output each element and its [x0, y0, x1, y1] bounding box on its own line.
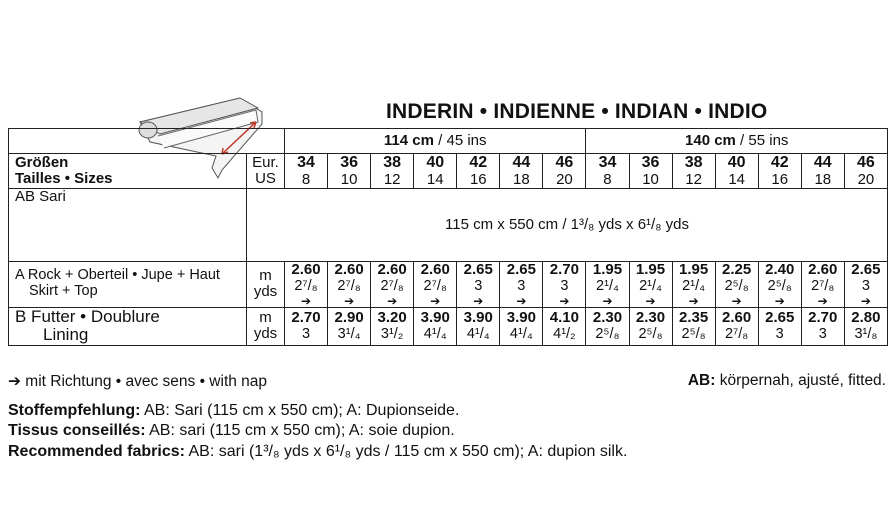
- row-a-cell: [500, 262, 543, 307]
- us-size: 14: [728, 170, 745, 188]
- meters-value: 2.35: [678, 309, 709, 326]
- yards-value: 4¹/₄: [423, 325, 447, 342]
- us-size: 20: [556, 170, 573, 188]
- nap-arrow-icon: ➔: [860, 293, 871, 308]
- meters-value: 2.60: [722, 309, 752, 326]
- nap-arrow-icon: ➔: [774, 293, 785, 308]
- row-ab-label: AB Sari: [9, 189, 247, 262]
- row-a-cell: [457, 262, 500, 307]
- us-size: 10: [340, 170, 358, 188]
- meters-value: 2.65: [851, 261, 881, 279]
- yards-value: 2¹/₄: [682, 277, 706, 294]
- yards-value: 2⁵/₈: [638, 325, 663, 342]
- row-a-cell: [801, 262, 844, 307]
- size-cell: [801, 154, 844, 189]
- us-size: 8: [603, 170, 612, 188]
- us-size: 14: [426, 170, 444, 188]
- yards-value: 2⁷/₈: [724, 325, 749, 342]
- eu-size: 46: [857, 154, 875, 171]
- meters-value: 2.30: [635, 309, 666, 326]
- yards-value: 3: [301, 325, 311, 342]
- width-140: 140 cm / 55 ins: [586, 129, 888, 154]
- notes: [8, 372, 886, 391]
- size-cell: [543, 154, 586, 189]
- nap-arrow-icon: ➔: [688, 293, 699, 308]
- size-cell: [371, 154, 414, 189]
- row-a-cell: [629, 262, 672, 307]
- row-b-cell: [543, 307, 586, 345]
- yards-value: 4¹/₄: [509, 325, 533, 342]
- meters-value: 3.90: [420, 309, 450, 326]
- row-a-cell: [758, 262, 801, 307]
- row-b-cell: [715, 307, 758, 345]
- meters-value: 2.60: [377, 261, 407, 279]
- row-b-cell: [586, 307, 629, 345]
- row-a-cell: [844, 262, 887, 307]
- row-b-units: m yds: [247, 307, 285, 345]
- us-size: 16: [771, 170, 789, 188]
- eu-size: 38: [383, 154, 402, 171]
- row-a-cell: [414, 262, 457, 307]
- meters-value: 2.70: [808, 309, 838, 326]
- eu-size: 34: [598, 154, 617, 171]
- nap-arrow-icon: ➔: [301, 293, 312, 308]
- eu-size: 36: [641, 154, 660, 171]
- nap-arrow-icon: ➔: [645, 293, 656, 308]
- eu-size: 44: [512, 154, 531, 171]
- eu-size: 38: [684, 154, 703, 171]
- eu-size: 34: [297, 154, 315, 171]
- row-b-cell: [844, 307, 887, 345]
- rec-de: Stoffempfehlung: AB: Sari (115 cm x 550 cm); A: Dupionseide.: [8, 402, 460, 419]
- row-a-cell: [371, 262, 414, 307]
- nap-arrow-icon: ➔: [731, 293, 742, 308]
- yards-value: 2¹/₄: [639, 277, 662, 294]
- yards-value: 3¹/₈: [854, 325, 878, 342]
- meters-value: 2.70: [549, 261, 579, 279]
- yards-value: 3¹/₄: [337, 325, 361, 342]
- size-cell: [457, 154, 500, 189]
- yards-value: 2⁵/₈: [681, 325, 706, 342]
- us-size: 20: [857, 170, 875, 188]
- nap-arrow-icon: ➔: [602, 293, 613, 308]
- yards-value: 3: [560, 277, 569, 294]
- eu-size: 36: [340, 154, 358, 171]
- us-size: 18: [513, 170, 530, 188]
- row-b-cell: [457, 307, 500, 345]
- yards-value: 3: [775, 325, 784, 342]
- yards-value: 2⁷/₈: [423, 277, 447, 294]
- meters-value: 1.95: [592, 261, 623, 279]
- yards-value: 2⁵/₈: [724, 277, 749, 294]
- meters-value: 2.80: [851, 309, 881, 326]
- meters-value: 2.25: [722, 261, 752, 279]
- eu-size: 46: [555, 154, 574, 171]
- us-size: 18: [814, 170, 832, 188]
- yards-value: 3: [861, 277, 870, 294]
- yards-value: 2¹/₄: [596, 277, 619, 294]
- yards-value: 2⁵/₈: [595, 325, 620, 342]
- row-b-cell: [371, 307, 414, 345]
- yards-value: 3: [818, 325, 827, 342]
- recommended-fabrics: [8, 401, 627, 462]
- nap-arrow-icon: ➔: [516, 293, 527, 308]
- meters-value: 2.65: [463, 261, 493, 279]
- us-size: 16: [469, 170, 487, 188]
- us-size: 8: [301, 170, 311, 188]
- meters-value: 2.70: [291, 309, 321, 326]
- row-a-cell: [672, 262, 715, 307]
- row-b-cell: [414, 307, 457, 345]
- row-b-cell: [328, 307, 371, 345]
- size-cell: [328, 154, 371, 189]
- row-a-cell: [715, 262, 758, 307]
- fit-note: AB: körpernah, ajusté, fitted.: [687, 372, 886, 389]
- size-cell: [586, 154, 629, 189]
- meters-value: 3.90: [506, 309, 536, 326]
- rec-en: Recommended fabrics: AB: sari (1³/₈ yds x 6¹/₈ yds / 115 cm x 550 cm); A: dupion silk.: [8, 442, 628, 460]
- us-size: 12: [685, 170, 702, 188]
- yards-value: 3¹/₂: [380, 325, 404, 342]
- size-cell: [414, 154, 457, 189]
- eu-size: 40: [426, 154, 445, 171]
- nap-note: ➔ mit Richtung • avec sens • with nap: [8, 373, 268, 390]
- nap-arrow-icon: ➔: [817, 293, 828, 308]
- row-b-label: B Futter • Doublure Lining: [9, 307, 247, 345]
- yards-value: 2⁷/₈: [337, 277, 361, 294]
- size-cell: [500, 154, 543, 189]
- meters-value: 2.65: [765, 309, 795, 326]
- meters-value: 2.90: [334, 309, 364, 326]
- us-size: 10: [642, 170, 659, 188]
- meters-value: 3.90: [463, 309, 493, 326]
- meters-value: 2.30: [592, 309, 623, 326]
- row-b-cell: [500, 307, 543, 345]
- eu-size: 42: [469, 154, 488, 171]
- eu-size: 44: [813, 154, 832, 171]
- size-cell: [715, 154, 758, 189]
- eu-size: 40: [727, 154, 746, 171]
- size-cell: [844, 154, 887, 189]
- meters-value: 2.60: [420, 261, 450, 279]
- row-b-cell: [801, 307, 844, 345]
- us-size: 12: [383, 170, 401, 188]
- row-b-cell: [285, 307, 328, 345]
- meters-value: 2.60: [334, 261, 364, 279]
- meters-value: 4.10: [549, 309, 579, 326]
- eu-size: 42: [770, 154, 789, 171]
- meters-value: 1.95: [678, 261, 709, 279]
- width-114: 114 cm / 45 ins: [285, 129, 586, 154]
- row-a-units: m yds: [247, 262, 285, 307]
- yards-value: 2⁵/₈: [767, 277, 792, 294]
- rec-fr: Tissus conseillés: AB: sari (115 cm x 550 cm); A: soie dupion.: [8, 422, 455, 440]
- row-b-cell: [629, 307, 672, 345]
- row-b-cell: [672, 307, 715, 345]
- meters-value: 2.60: [808, 261, 838, 279]
- nap-arrow-icon: ➔: [344, 293, 355, 308]
- row-a-cell: [543, 262, 586, 307]
- size-cell: [758, 154, 801, 189]
- meters-value: 3.20: [377, 309, 407, 326]
- header-blank: [9, 129, 285, 154]
- yards-value: 4¹/₂: [553, 325, 576, 342]
- yards-value: 3: [474, 277, 483, 294]
- size-cell: [285, 154, 328, 189]
- meters-value: 2.60: [291, 261, 321, 279]
- meters-value: 2.40: [765, 261, 795, 279]
- chart-title: INDERIN • INDIENNE • INDIAN • INDIO: [386, 100, 768, 123]
- fabric-table: [8, 128, 888, 346]
- nap-arrow-icon: ➔: [387, 293, 398, 308]
- eur-us-label: Eur. US: [247, 154, 285, 189]
- nap-arrow-icon: ➔: [430, 293, 441, 308]
- meters-value: 1.95: [635, 261, 666, 279]
- meters-value: 2.65: [506, 261, 536, 279]
- row-ab-value: 115 cm x 550 cm / 1³/₈ yds x 6¹/₈ yds: [247, 189, 888, 262]
- row-a-cell: [586, 262, 629, 307]
- sizes-label: Größen Tailles • Sizes: [9, 154, 247, 189]
- yards-value: 2⁷/₈: [811, 277, 835, 294]
- row-a-cell: [285, 262, 328, 307]
- nap-arrow-icon: ➔: [473, 293, 484, 308]
- yards-value: 2⁷/₈: [380, 277, 404, 294]
- row-a-label: A Rock + Oberteil • Jupe + Haut Skirt + Top: [9, 262, 247, 307]
- size-cell: [629, 154, 672, 189]
- row-b-cell: [758, 307, 801, 345]
- nap-arrow-icon: ➔: [559, 293, 570, 308]
- row-a-cell: [328, 262, 371, 307]
- size-cell: [672, 154, 715, 189]
- yards-value: 3: [517, 277, 526, 294]
- yards-value: 4¹/₄: [466, 325, 490, 342]
- yards-value: 2⁷/₈: [294, 277, 318, 294]
